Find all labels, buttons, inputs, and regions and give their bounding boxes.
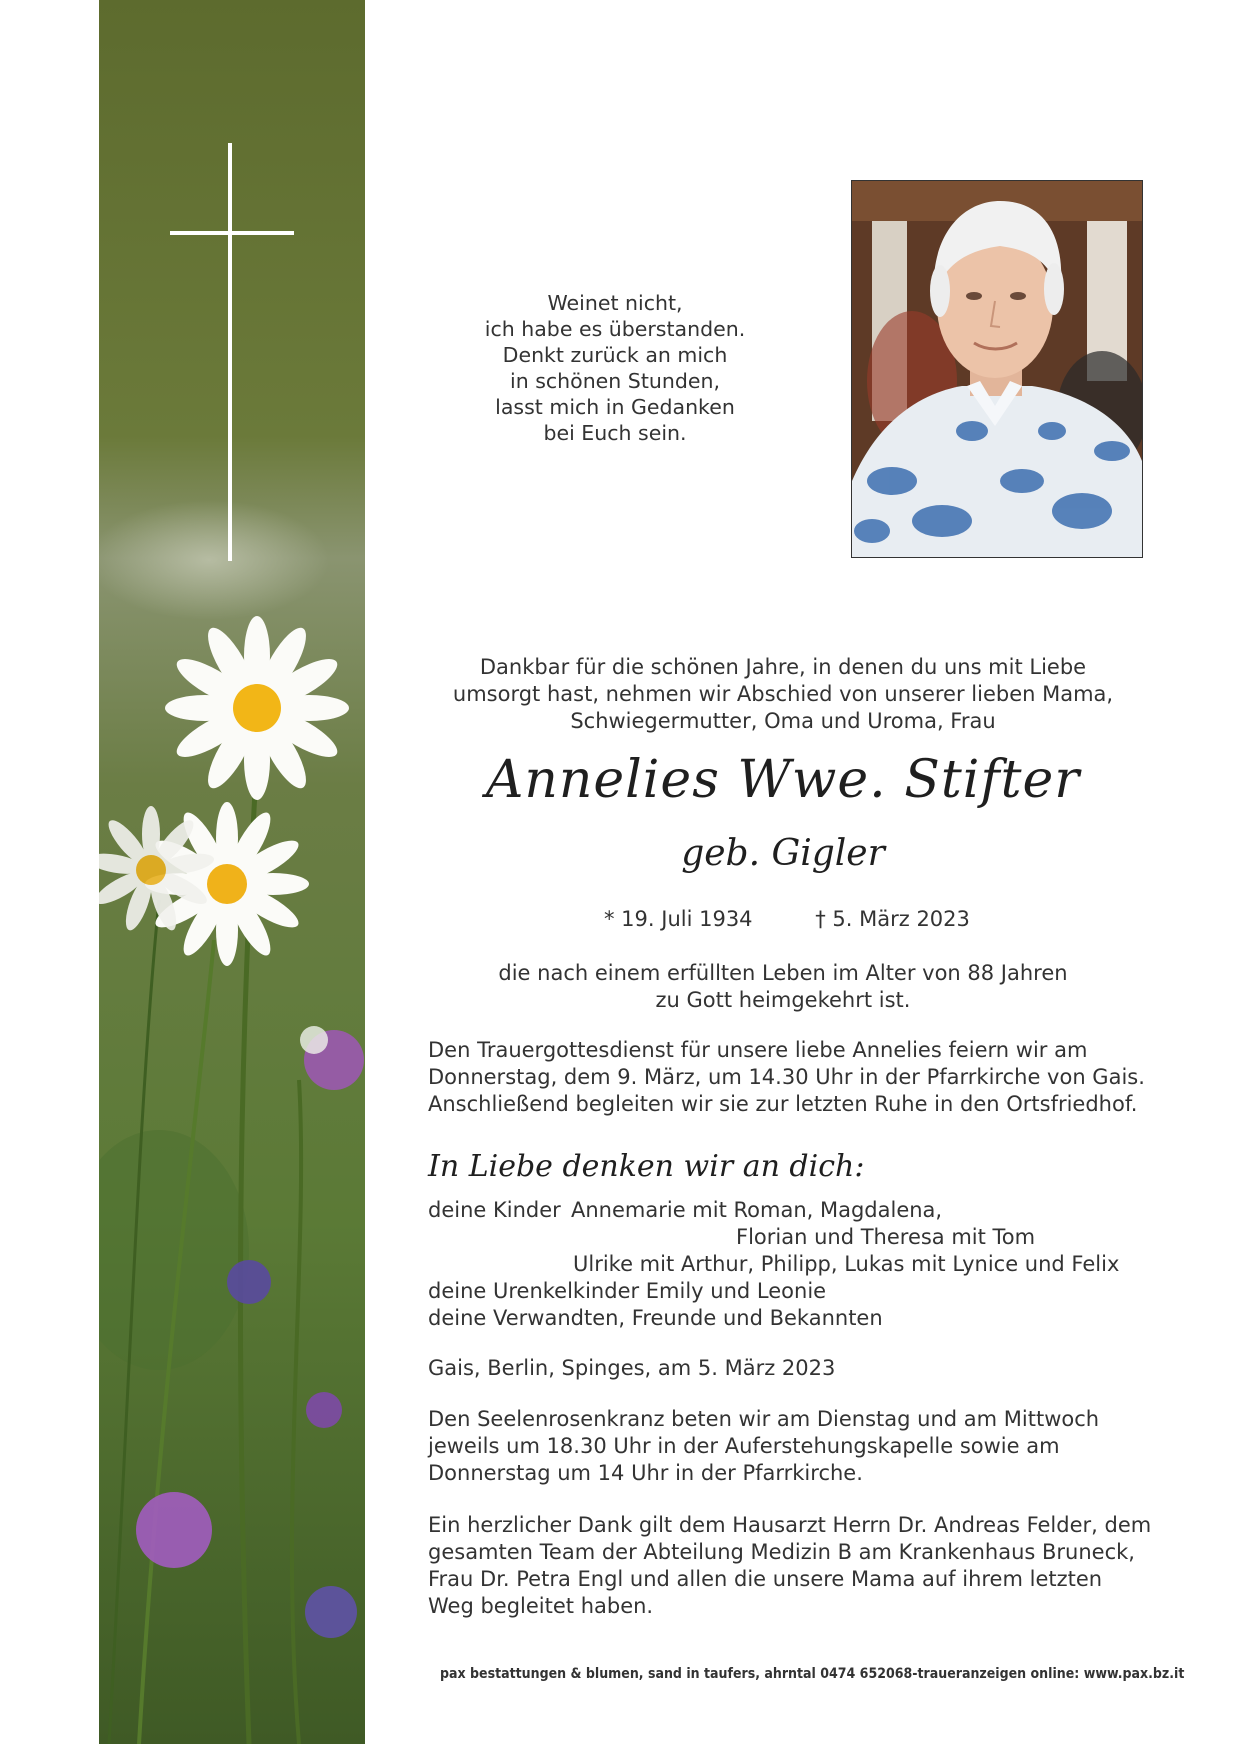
- funeral-service-text: [428, 1037, 1145, 1118]
- intro-text: [428, 654, 1138, 735]
- poem-line: Weinet nicht,: [547, 291, 683, 315]
- life-dates: [604, 906, 970, 932]
- intro-line: Schwiegermutter, Oma und Uroma, Frau: [570, 709, 996, 733]
- thanks-line: Frau Dr. Petra Engl und allen die unsere Mama auf ihrem letzten: [428, 1567, 1103, 1591]
- life-summary: [428, 960, 1138, 1014]
- rosary-line: Donnerstag um 14 Uhr in der Pfarrkirche.: [428, 1461, 863, 1485]
- thanks-line: gesamten Team der Abteilung Medizin B am Krankenhaus Bruneck,: [428, 1540, 1135, 1564]
- deceased-name: Annelies Wwe. Stifter: [485, 750, 1081, 810]
- portrait-photo: [851, 180, 1143, 558]
- great-grandchildren-line: deine Urenkelkinder Emily und Leonie: [428, 1279, 827, 1303]
- flower-strip-image: [99, 0, 365, 1744]
- poem-line: bei Euch sein.: [543, 421, 687, 445]
- summary-line: die nach einem erfüllten Leben im Alter von 88 Jahren: [498, 961, 1068, 985]
- footer-credit: pax bestattungen & blumen, sand in taufers, ahrntal 0474 652068-traueranzeigen online: www.pax.bz.it: [440, 1666, 1185, 1682]
- meadow-photo: [99, 0, 365, 1744]
- poem-line: lasst mich in Gedanken: [495, 395, 735, 419]
- rosary-text: [428, 1406, 1140, 1487]
- intro-line: umsorgt hast, nehmen wir Abschied von unserer lieben Mama,: [452, 682, 1114, 706]
- poem-line: Denkt zurück an mich: [502, 343, 728, 367]
- children-line: Annemarie mit Roman, Magdalena,: [571, 1198, 943, 1222]
- poem-line: ich habe es überstanden.: [484, 317, 746, 341]
- poem-line: in schönen Stunden,: [510, 369, 720, 393]
- thanks-text: [428, 1512, 1152, 1620]
- service-line: Den Trauergottesdienst für unsere liebe Annelies feiern wir am: [428, 1038, 1088, 1062]
- thanks-line: Weg begleitet haben.: [428, 1594, 654, 1618]
- remembrance-heading: In Liebe denken wir an dich:: [428, 1149, 865, 1184]
- summary-line: zu Gott heimgekehrt ist.: [655, 988, 911, 1012]
- rosary-line: jeweils um 18.30 Uhr in der Auferstehungskapelle sowie am: [428, 1434, 1060, 1458]
- service-line: Anschließend begleiten wir sie zur letzten Ruhe in den Ortsfriedhof.: [428, 1092, 1138, 1116]
- intro-line: Dankbar für die schönen Jahre, in denen du uns mit Liebe: [479, 655, 1087, 679]
- birth-date: * 19. Juli 1934: [604, 907, 753, 931]
- death-date: † 5. März 2023: [815, 907, 970, 931]
- birth-name: geb. Gigler: [681, 833, 885, 874]
- children-line: Ulrike mit Arthur, Philipp, Lukas mit Lynice und Felix: [573, 1252, 1120, 1276]
- rosary-line: Den Seelenrosenkranz beten wir am Dienstag und am Mittwoch: [428, 1407, 1100, 1431]
- relatives-line: deine Verwandten, Freunde und Bekannten: [428, 1306, 883, 1330]
- thanks-line: Ein herzlicher Dank gilt dem Hausarzt Herrn Dr. Andreas Felder, dem: [428, 1513, 1152, 1537]
- poem-verse: [440, 290, 790, 446]
- children-line: Florian und Theresa mit Tom: [736, 1225, 1036, 1249]
- place-date: Gais, Berlin, Spinges, am 5. März 2023: [428, 1356, 836, 1380]
- service-line: Donnerstag, dem 9. März, um 14.30 Uhr in der Pfarrkirche von Gais.: [428, 1065, 1145, 1089]
- children-label: deine Kinder: [428, 1198, 561, 1222]
